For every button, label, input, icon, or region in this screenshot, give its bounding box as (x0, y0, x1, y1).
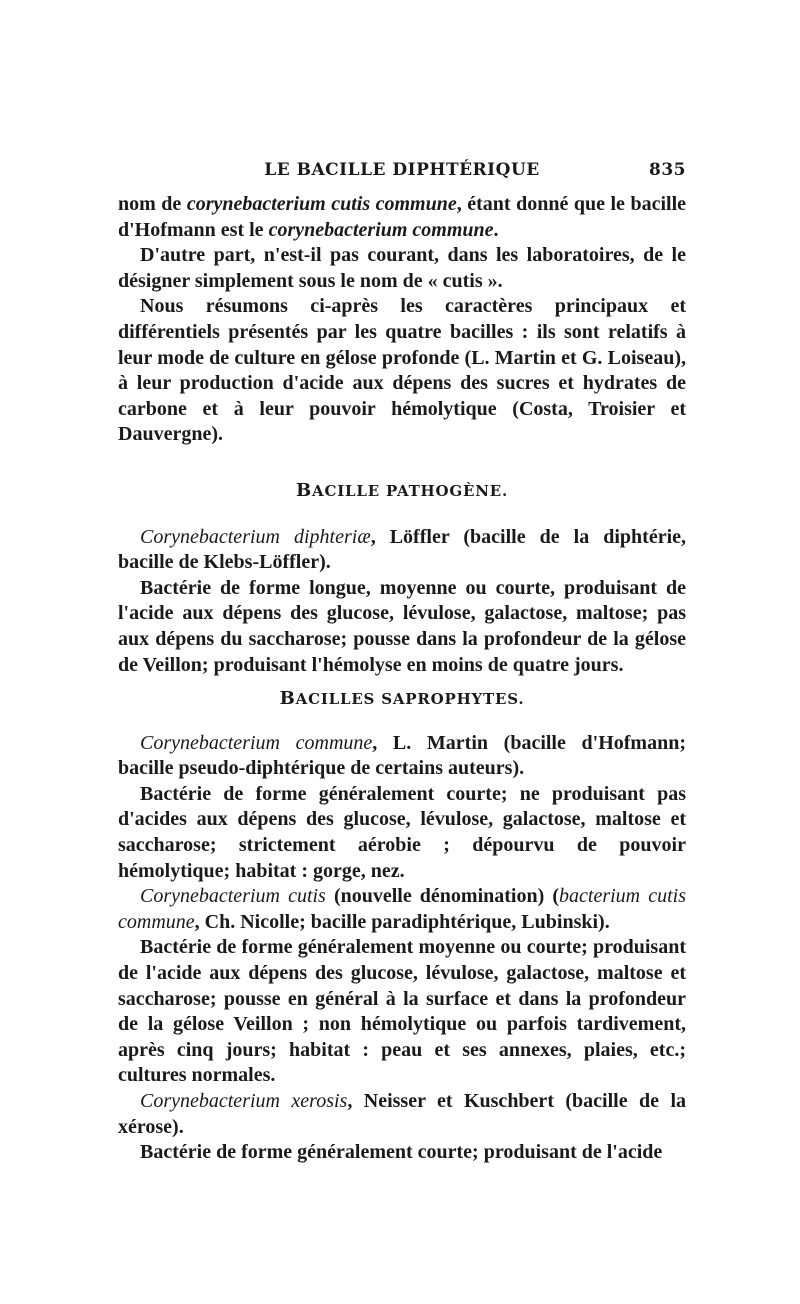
text-run: (nouvelle dénomination) ( (325, 885, 560, 908)
paragraph-species (118, 731, 686, 782)
paragraph-continuation (118, 192, 686, 243)
running-title: LE BACILLE DIPHTÉRIQUE (264, 160, 540, 180)
running-head (118, 160, 686, 184)
italic-term: Corynebacterium xerosis (140, 1090, 348, 1112)
italic-term: corynebacterium commune (268, 218, 494, 241)
heading-initial: B (279, 688, 296, 710)
paragraph: Bactérie de forme généralement courte; ne produisant pas d'acides aux dépens des glucose, lévulose, galactose, maltose et saccharose; strictement aérobie ; dépourvu de pouvoir hémolytique; habitat : gorge, nez. (118, 782, 686, 882)
italic-term: Corynebacterium commune (140, 731, 373, 754)
heading-rest: ACILLE PATHOGÈNE. (312, 481, 508, 500)
paragraph: Nous résumons ci-après les caractères principaux et différentiels présentés par les quatre bacilles : ils sont relatifs à leur mode de culture en gélose profonde (L. Martin et G. Loiseau), à leur production d'acide aux dépens des sucres et hydrates de carbone et à leur pouvoir hémolytique (Costa, Troisier et Dauvergne). (118, 295, 686, 446)
heading-rest: ACILLES SAPROPHYTES. (295, 690, 525, 709)
section-heading-pathogene (118, 478, 686, 505)
italic-term: Corynebacterium cutis (140, 885, 326, 908)
section-heading-saprophytes (118, 686, 686, 713)
paragraph: Bactérie de forme généralement courte; produisant de l'acide (140, 1141, 663, 1164)
text-run: , Löffler (bacille de la diphtérie, bacille de Klebs-Löffler). (118, 525, 687, 574)
paragraph-species (118, 884, 686, 935)
text-run: , étant donné que le bacille d'Hofmann est le (118, 193, 686, 241)
text-run: nom de (118, 193, 187, 215)
paragraph-species (118, 525, 686, 576)
body-text (118, 192, 686, 1166)
paragraph-species (118, 1089, 686, 1140)
heading-initial: B (296, 479, 313, 501)
text-run: , L. Martin (bacille d'Hofmann; bacille pseudo-diphtérique de certains auteurs). (118, 731, 686, 780)
italic-term: corynebacterium cutis commune (186, 193, 457, 215)
italic-term: bacterium cutis commune (118, 885, 686, 933)
page-number: 835 (649, 160, 686, 180)
italic-term: Corynebacterium diphteriæ (140, 525, 371, 548)
paragraph: D'autre part, n'est-il pas courant, dans les laboratoires, de le désigner simplement sous le nom de « cutis ». (118, 244, 686, 292)
paragraph: Bactérie de forme longue, moyenne ou courte, produisant de l'acide aux dépens des glucose, lévulose, galactose, maltose; pas aux dépens du saccharose; pousse dans la profondeur de la gélose de Veillon; produisant l'hémolyse en moins de quatre jours. (118, 576, 686, 676)
text-run: , Neisser et Kuschbert (bacille de la xérose). (118, 1090, 687, 1138)
text-run: . (493, 218, 499, 241)
paragraph: Bactérie de forme généralement moyenne ou courte; produisant de l'acide aux dépens des glucose, lévulose, galactose, maltose et saccharose; pousse en général à la surface et dans la profondeur de la gélose Veillon ; non hémolytique ou parfois tardivement, après cinq jours; habitat : peau et ses annexes, plaies, etc.; cultures normales. (118, 936, 686, 1087)
text-run: , Ch. Nicolle; bacille paradiphtérique, Lubinski). (194, 910, 610, 933)
